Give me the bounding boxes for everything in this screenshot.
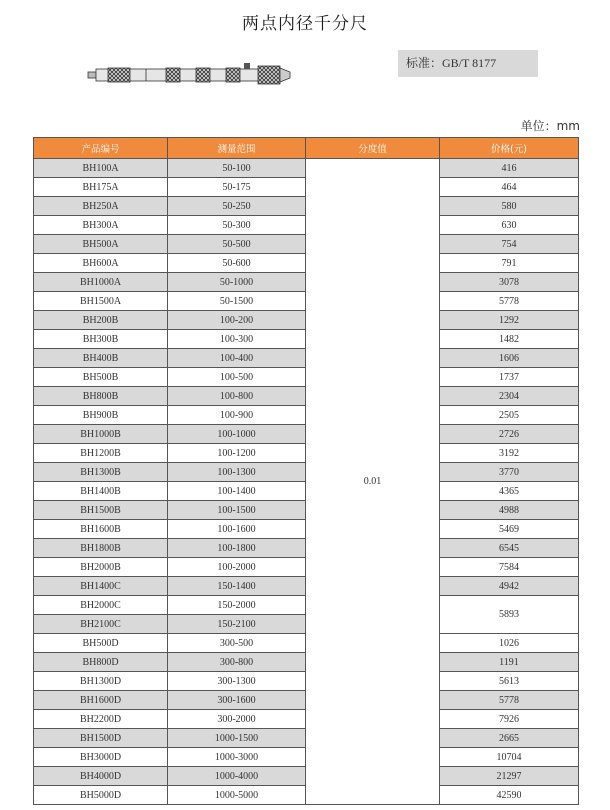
- range-cell: 50-100: [168, 159, 306, 178]
- price-cell: 791: [440, 254, 579, 273]
- division-value-cell: 0.01: [306, 159, 440, 805]
- range-cell: 100-1800: [168, 539, 306, 558]
- price-cell: 2505: [440, 406, 579, 425]
- product-code-cell: BH1800B: [34, 539, 168, 558]
- range-cell: 300-800: [168, 653, 306, 672]
- price-cell: 2665: [440, 729, 579, 748]
- header-division: 分度值: [306, 138, 440, 159]
- product-code-cell: BH2200D: [34, 710, 168, 729]
- range-cell: 50-500: [168, 235, 306, 254]
- price-cell: 580: [440, 197, 579, 216]
- product-code-cell: BH300A: [34, 216, 168, 235]
- product-code-cell: BH1300B: [34, 463, 168, 482]
- price-cell: 1026: [440, 634, 579, 653]
- price-cell: 2726: [440, 425, 579, 444]
- page-title: 两点内径千分尺: [242, 14, 368, 34]
- product-code-cell: BH4000D: [34, 767, 168, 786]
- product-code-cell: BH250A: [34, 197, 168, 216]
- price-cell: 1606: [440, 349, 579, 368]
- price-cell: 4365: [440, 482, 579, 501]
- product-code-cell: BH400B: [34, 349, 168, 368]
- price-cell: 3078: [440, 273, 579, 292]
- product-code-cell: BH500B: [34, 368, 168, 387]
- range-cell: 100-200: [168, 311, 306, 330]
- price-cell: 5778: [440, 691, 579, 710]
- table-row: [34, 159, 579, 178]
- product-code-cell: BH1400B: [34, 482, 168, 501]
- range-cell: 300-1600: [168, 691, 306, 710]
- range-cell: 150-2100: [168, 615, 306, 634]
- range-cell: 100-1200: [168, 444, 306, 463]
- product-code-cell: BH500A: [34, 235, 168, 254]
- price-cell: 3192: [440, 444, 579, 463]
- price-cell: 5469: [440, 520, 579, 539]
- range-cell: 100-2000: [168, 558, 306, 577]
- range-cell: 100-1000: [168, 425, 306, 444]
- price-cell: 5613: [440, 672, 579, 691]
- product-code-cell: BH900B: [34, 406, 168, 425]
- price-cell: 464: [440, 178, 579, 197]
- price-table: [33, 137, 579, 805]
- range-cell: 50-250: [168, 197, 306, 216]
- range-cell: 1000-5000: [168, 786, 306, 805]
- product-code-cell: BH800B: [34, 387, 168, 406]
- range-cell: 100-1600: [168, 520, 306, 539]
- product-code-cell: BH2000C: [34, 596, 168, 615]
- unit-label: 单位：mm: [520, 119, 580, 133]
- price-cell: 7926: [440, 710, 579, 729]
- range-cell: 150-2000: [168, 596, 306, 615]
- table-header-row: [34, 138, 579, 159]
- product-code-cell: BH800D: [34, 653, 168, 672]
- price-cell: 5778: [440, 292, 579, 311]
- price-cell: 5893: [440, 596, 579, 634]
- range-cell: 50-1000: [168, 273, 306, 292]
- product-code-cell: BH175A: [34, 178, 168, 197]
- price-cell: 1191: [440, 653, 579, 672]
- product-code-cell: BH3000D: [34, 748, 168, 767]
- range-cell: 1000-1500: [168, 729, 306, 748]
- price-cell: 754: [440, 235, 579, 254]
- price-cell: 3770: [440, 463, 579, 482]
- price-cell: 416: [440, 159, 579, 178]
- product-code-cell: BH300B: [34, 330, 168, 349]
- price-cell: 10704: [440, 748, 579, 767]
- price-cell: 1292: [440, 311, 579, 330]
- product-code-cell: BH1600B: [34, 520, 168, 539]
- product-code-cell: BH200B: [34, 311, 168, 330]
- product-code-cell: BH500D: [34, 634, 168, 653]
- product-code-cell: BH2000B: [34, 558, 168, 577]
- range-cell: 50-600: [168, 254, 306, 273]
- product-code-cell: BH1400C: [34, 577, 168, 596]
- range-cell: 100-1300: [168, 463, 306, 482]
- micrometer-image: [86, 58, 298, 98]
- product-code-cell: BH1000A: [34, 273, 168, 292]
- price-cell: 21297: [440, 767, 579, 786]
- price-cell: 4988: [440, 501, 579, 520]
- range-cell: 100-1500: [168, 501, 306, 520]
- range-cell: 100-500: [168, 368, 306, 387]
- product-code-cell: BH100A: [34, 159, 168, 178]
- range-cell: 100-900: [168, 406, 306, 425]
- price-cell: 4942: [440, 577, 579, 596]
- price-cell: 42590: [440, 786, 579, 805]
- product-code-cell: BH1300D: [34, 672, 168, 691]
- range-cell: 300-2000: [168, 710, 306, 729]
- range-cell: 100-1400: [168, 482, 306, 501]
- product-code-cell: BH5000D: [34, 786, 168, 805]
- range-cell: 150-1400: [168, 577, 306, 596]
- range-cell: 300-1300: [168, 672, 306, 691]
- product-code-cell: BH1600D: [34, 691, 168, 710]
- price-cell: 630: [440, 216, 579, 235]
- range-cell: 50-1500: [168, 292, 306, 311]
- product-code-cell: BH1500D: [34, 729, 168, 748]
- product-code-cell: BH1500B: [34, 501, 168, 520]
- range-cell: 50-175: [168, 178, 306, 197]
- header-price: 价格(元): [440, 138, 579, 159]
- product-code-cell: BH2100C: [34, 615, 168, 634]
- price-cell: 1737: [440, 368, 579, 387]
- header-range: 测量范围: [168, 138, 306, 159]
- product-code-cell: BH1500A: [34, 292, 168, 311]
- product-code-cell: BH600A: [34, 254, 168, 273]
- range-cell: 1000-3000: [168, 748, 306, 767]
- header-code: 产品编号: [34, 138, 168, 159]
- range-cell: 100-300: [168, 330, 306, 349]
- price-cell: 6545: [440, 539, 579, 558]
- price-cell: 1482: [440, 330, 579, 349]
- range-cell: 50-300: [168, 216, 306, 235]
- price-cell: 7584: [440, 558, 579, 577]
- product-code-cell: BH1200B: [34, 444, 168, 463]
- range-cell: 100-400: [168, 349, 306, 368]
- range-cell: 1000-4000: [168, 767, 306, 786]
- range-cell: 100-800: [168, 387, 306, 406]
- range-cell: 300-500: [168, 634, 306, 653]
- price-cell: 2304: [440, 387, 579, 406]
- product-code-cell: BH1000B: [34, 425, 168, 444]
- standard-label: 标准：GB/T 8177: [398, 50, 538, 77]
